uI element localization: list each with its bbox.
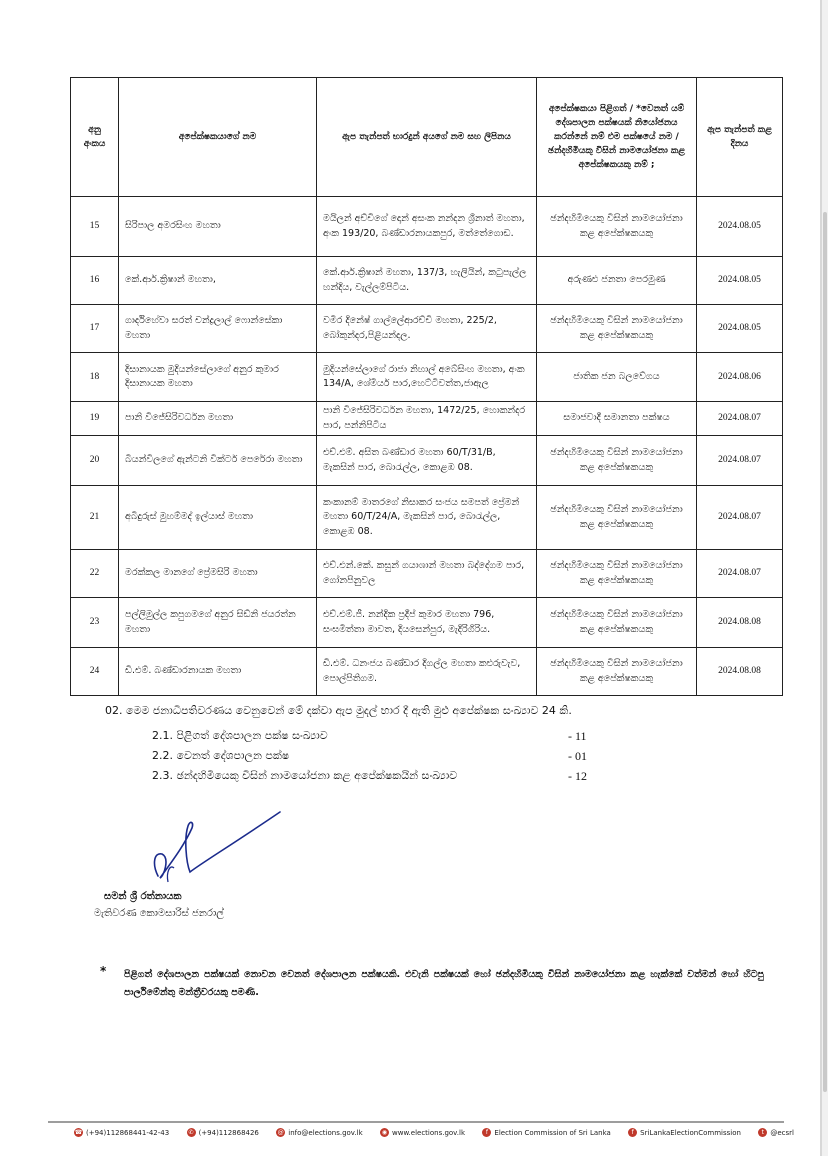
summary-list bbox=[152, 726, 612, 786]
table-row bbox=[71, 353, 783, 402]
row-number: 16 bbox=[71, 257, 119, 305]
deposit-date: 2024.08.07 bbox=[697, 486, 783, 550]
footer-website[interactable] bbox=[380, 1128, 465, 1137]
candidate-name: පානි විජේසිරිවර්ධන මහතා bbox=[119, 402, 317, 436]
summary-item bbox=[152, 766, 612, 786]
summary-value: - 01 bbox=[568, 749, 587, 763]
header-serial: අනු අංකය bbox=[71, 78, 119, 197]
depositor-details: එච්.එම්. අසිත බණ්ඩාර මහතා 60/T/31/B, මැකසින් පාර, බොරැල්ල, කොළඹ 08. bbox=[317, 436, 537, 486]
contact-footer bbox=[74, 1128, 794, 1137]
deposit-date: 2024.08.05 bbox=[697, 197, 783, 257]
depositor-details: පානි විජේසිරිවර්ධන මහතා, 1472/25, හොකන්දර පාර, පන්නිපිටිය bbox=[317, 402, 537, 436]
summary-item bbox=[152, 746, 612, 766]
depositor-details: මයිලන් අච්චිගේ දොන් අසංක නන්දන ශ්‍රීනාත් මහතා, අංක 193/20, බණ්ඩාරනායකපුර, මත්තේගොඩ. bbox=[317, 197, 537, 257]
table-row bbox=[71, 197, 783, 257]
deposit-date: 2024.08.08 bbox=[697, 648, 783, 696]
table-row bbox=[71, 402, 783, 436]
footnote-text: පිළිගත් දේශපාලන පක්ෂයක් නොවන වෙනත් දේශපාලන පක්ෂයකි. එවැනි පක්ෂයක් හෝ ඡන්දහිමියකු විසින් නාමයෝජනා කළ හැක්කේ වත්මන් හෝ හිටපු පාර්ලිමේන්තු මන්ත්‍රීවරයකු පමණි. bbox=[124, 969, 764, 998]
deposit-date: 2024.08.08 bbox=[697, 598, 783, 648]
table-row bbox=[71, 305, 783, 353]
row-number: 17 bbox=[71, 305, 119, 353]
summary-label: 2.3. ඡන්දහිමියෙකු විසින් නාමයෝජනා කළ අපේක්ෂකයින් සංඛ්‍යාව bbox=[152, 769, 458, 782]
footer-divider bbox=[48, 1121, 784, 1123]
header-candidate-name: අපේක්ෂකයාගේ නම bbox=[119, 78, 317, 197]
candidate-name: සිරිපාල අමරසිංහ මහතා bbox=[119, 197, 317, 257]
party-or-nomination: සමාජවාදී සමානතා පක්ෂය bbox=[537, 402, 697, 436]
web-icon: ◉ bbox=[381, 1129, 388, 1136]
nomination-table bbox=[70, 77, 783, 696]
candidate-name: බියන්විලගේ ඇන්ටනි වික්ටර් පෙරේරා මහතා bbox=[119, 436, 317, 486]
header-depositor: ඇප තැන්පත් භාරදුන් අයගේ නම සහ ලිපිනය bbox=[317, 78, 537, 197]
footer-facebook[interactable] bbox=[482, 1128, 610, 1137]
email-icon: @ bbox=[277, 1129, 284, 1136]
depositor-details: එච්.එම්.ජී. නන්දික ප්‍රදීප් කුමාර මහතා 796, සංඝමිත්තා මාවත, දියසෙන්පුර, මැදිරිගිරිය. bbox=[317, 598, 537, 648]
depositor-details: වමිර දිනේෂ් ගාල්ලේආරච්චි මහතා, 225/2, බෝකුන්දර,පිළියන්දල. bbox=[317, 305, 537, 353]
party-or-nomination: ඡන්දහිමියෙකු විසින් නාමයෝජනා කළ අපේක්ෂකයකු bbox=[537, 598, 697, 648]
candidate-name: ගාර්දිහේවා සරත් චන්ද්‍රලාල් ෆොන්සේකා මහතා bbox=[119, 305, 317, 353]
party-or-nomination: ඡන්දහිමියෙකු විසින් නාමයෝජනා කළ අපේක්ෂකයකු bbox=[537, 305, 697, 353]
row-number: 15 bbox=[71, 197, 119, 257]
row-number: 20 bbox=[71, 436, 119, 486]
summary-value: - 11 bbox=[568, 729, 587, 743]
table-row bbox=[71, 550, 783, 598]
total-candidates-paragraph: 02. මෙම ජනාධිපතිවරණය වෙනුවෙන් මේ දක්වා ඇප මුදල් භාර දී ඇති මුළු අපේක්ෂක සංඛ්‍යාව 24 කි. bbox=[105, 704, 572, 717]
party-or-nomination: ඡන්දහිමියෙකු විසින් නාමයෝජනා කළ අපේක්ෂකයකු bbox=[537, 436, 697, 486]
fax-icon: ✆ bbox=[188, 1129, 194, 1136]
footer-facebook-handle[interactable] bbox=[628, 1128, 741, 1137]
party-or-nomination: ජාතික ජන බලවේගය bbox=[537, 353, 697, 402]
website-text: www.elections.gov.lk bbox=[392, 1128, 466, 1137]
table-row bbox=[71, 648, 783, 696]
twitter-icon: t bbox=[758, 1128, 767, 1137]
deposit-date: 2024.08.06 bbox=[697, 353, 783, 402]
deposit-date: 2024.08.05 bbox=[697, 305, 783, 353]
footer-twitter[interactable] bbox=[758, 1128, 794, 1137]
facebook-handle-text: SriLankaElectionCommission bbox=[640, 1128, 741, 1137]
fax-text: (+94)112868426 bbox=[198, 1128, 259, 1137]
header-nominated-by: අපේක්ෂකයා පිළිගත් / *වෙනත් යම් දේශපාලන පක්ෂයක් නියෝජනය කරන්නේ නම් එම පක්ෂයේ නම / ඡන්දහිමියකු විසින් නාමයෝජනා කළ අපේක්ෂකයකු නම් ; bbox=[537, 78, 697, 197]
deposit-date: 2024.08.07 bbox=[697, 550, 783, 598]
summary-label: 2.1. පිළිගත් දේශපාලන පක්ෂ සංඛ්‍යාව bbox=[152, 729, 328, 742]
signer-name: සමන් ශ්‍රී රත්නායක bbox=[104, 891, 182, 902]
scrollbar-track[interactable] bbox=[822, 0, 828, 1156]
candidate-name: දිසානායක මුදියන්සේලාගේ අනුර කුමාර දිසානායක මහතා bbox=[119, 353, 317, 402]
summary-label: 2.2. වෙනත් දේශපාලන පක්ෂ bbox=[152, 749, 290, 762]
deposit-date: 2024.08.05 bbox=[697, 257, 783, 305]
summary-item bbox=[152, 726, 612, 746]
table-header-row bbox=[71, 78, 783, 197]
twitter-text: @ecsrl bbox=[770, 1128, 794, 1137]
facebook-icon: f bbox=[482, 1128, 491, 1137]
depositor-details: කංකානම් මාතරගේ නිසාකර සංජය සමපත් ප්‍රේමන් මහතා 60/T/24/A, මැකසින් පාර, බොරැල්ල, කොළඹ 08. bbox=[317, 486, 537, 550]
row-number: 19 bbox=[71, 402, 119, 436]
footnote-marker: * bbox=[100, 964, 107, 978]
depositor-details: මුදියන්සේලාගේ රාජා නිහාල් අබේසිංහ මහතා, අංක 134/A, ශේමියර් පාර,හෙට්ටිවත්ත,ජාඇල bbox=[317, 353, 537, 402]
summary-value: - 12 bbox=[568, 769, 587, 783]
deposit-date: 2024.08.07 bbox=[697, 436, 783, 486]
footer-phone bbox=[74, 1128, 169, 1137]
email-text: info@elections.gov.lk bbox=[288, 1128, 363, 1137]
table-row bbox=[71, 486, 783, 550]
page-edge bbox=[820, 0, 822, 1156]
row-number: 24 bbox=[71, 648, 119, 696]
facebook-text: Election Commission of Sri Lanka bbox=[494, 1128, 611, 1137]
table-row bbox=[71, 257, 783, 305]
footer-fax bbox=[187, 1128, 259, 1137]
candidate-name: අබිදුරුස් මුහම්මද් ඉල්යාස් මහතා bbox=[119, 486, 317, 550]
table-row bbox=[71, 598, 783, 648]
phone-icon: ☎ bbox=[74, 1129, 83, 1136]
row-number: 23 bbox=[71, 598, 119, 648]
scrollbar-thumb[interactable] bbox=[823, 212, 827, 1092]
candidate-name: මරක්කල මානගේ ප්‍රේමසිරි මහතා bbox=[119, 550, 317, 598]
depositor-details: ඩී.එම්. ධනංජය බණ්ඩාර දිගල්ල මහතා කළුරුවැව, පොල්පිතිගම. bbox=[317, 648, 537, 696]
row-number: 21 bbox=[71, 486, 119, 550]
party-or-nomination: ඡන්දහිමියෙකු විසින් නාමයෝජනා කළ අපේක්ෂකයකු bbox=[537, 486, 697, 550]
facebook-icon: f bbox=[628, 1128, 637, 1137]
row-number: 22 bbox=[71, 550, 119, 598]
depositor-details: එච්.එන්.කේ. කසුන් ගයාශාන් මහතා බද්දේගම පාර, ගෝනපිනුවල bbox=[317, 550, 537, 598]
party-or-nomination: ඡන්දහිමියෙකු විසින් නාමයෝජනා කළ අපේක්ෂකයකු bbox=[537, 550, 697, 598]
deposit-date: 2024.08.07 bbox=[697, 402, 783, 436]
party-or-nomination: ඡන්දහිමියෙකු විසින් නාමයෝජනා කළ අපේක්ෂකයකු bbox=[537, 648, 697, 696]
row-number: 18 bbox=[71, 353, 119, 402]
candidate-name: කේ.ආර්.ක්‍රිෂාන් මහතා, bbox=[119, 257, 317, 305]
table-row bbox=[71, 436, 783, 486]
candidate-name: පල්ලිමුල්ල කපුගමගේ අනුර සිඩ්නි ජයරත්න මහතා bbox=[119, 598, 317, 648]
signer-title: මැතිවරණ කොමසාරිස් ජනරාල් bbox=[94, 908, 224, 919]
signature-image bbox=[140, 806, 290, 890]
party-or-nomination: අරුණළු ජනතා පෙරමුණ bbox=[537, 257, 697, 305]
depositor-details: කේ.ආර්.ක්‍රිෂාන් මහතා, 137/3, හැලියින්, කටුපැල්ල හන්දිය, වැල්ලම්පිටිය. bbox=[317, 257, 537, 305]
party-or-nomination: ඡන්දහිමියෙකු විසින් නාමයෝජනා කළ අපේක්ෂකයකු bbox=[537, 197, 697, 257]
header-deposit-date: ඇප තැන්පත් කළ දිනය bbox=[697, 78, 783, 197]
footer-email[interactable] bbox=[276, 1128, 362, 1137]
candidate-name: ඩී.එම්. බණ්ඩාරනායක මහතා bbox=[119, 648, 317, 696]
phone-text: (+94)112868441-42-43 bbox=[86, 1128, 170, 1137]
